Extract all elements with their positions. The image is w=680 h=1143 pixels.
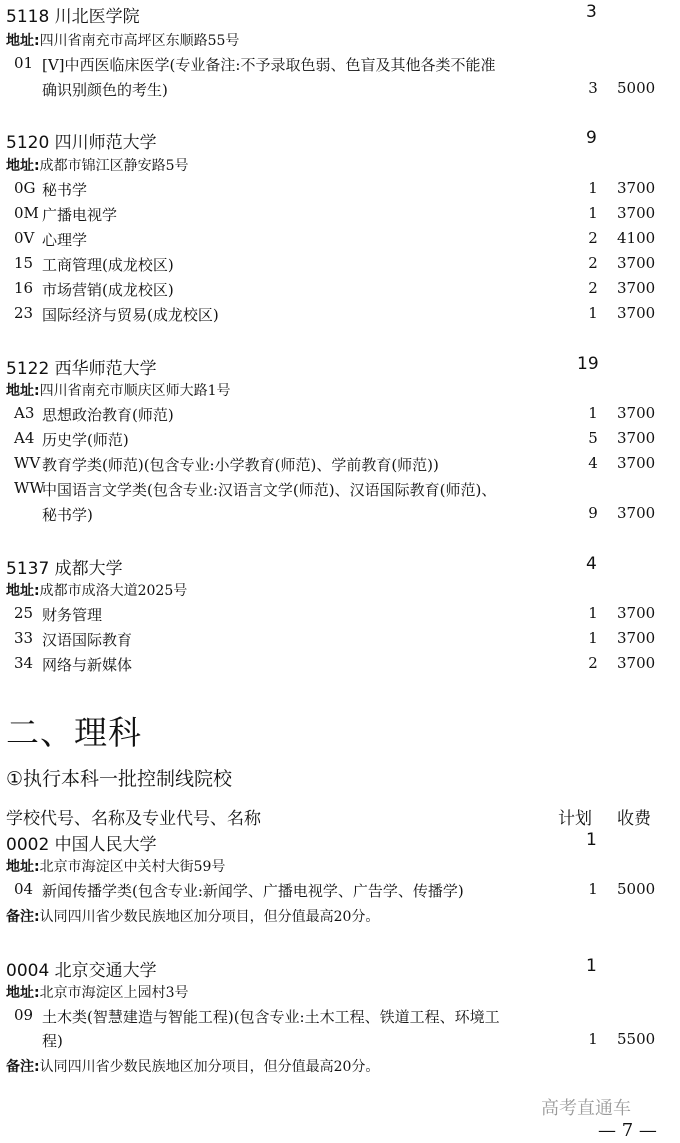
major-name: 思想政治教育(师范): [42, 406, 174, 424]
major-fee: 3700: [617, 404, 656, 422]
page-number: — 7 —: [598, 1120, 657, 1141]
major-plan: 1: [588, 629, 598, 647]
major-name: 历史学(师范): [42, 431, 129, 449]
major-code: 0M: [14, 204, 39, 222]
major-fee: 3700: [617, 454, 656, 472]
major-plan: 2: [588, 654, 598, 672]
table-header-fee: 收费: [617, 809, 651, 829]
school-plan-0002: 1: [586, 830, 597, 850]
school-heading-0004: 0004 北京交通大学: [6, 961, 157, 981]
school-address-5120: [6, 155, 189, 175]
table-header-left: 学校代号、名称及专业代号、名称: [6, 809, 261, 829]
major-name: [V]中西医临床医学(专业备注:不予录取色弱、色盲及其他各类不能准: [42, 56, 496, 74]
school-plan-5118: 3: [586, 2, 597, 22]
school-note-0002: [6, 906, 379, 926]
major-plan: 1: [588, 1030, 598, 1048]
major-name: 汉语国际教育: [42, 631, 133, 649]
major-fee: 3700: [617, 279, 656, 297]
major-fee: 3700: [617, 504, 656, 522]
major-name: 广播电视学: [42, 206, 118, 224]
address-text: 四川省南充市顺庆区师大路1号: [39, 383, 231, 399]
major-code: 09: [14, 1006, 34, 1024]
major-plan: 2: [588, 254, 598, 272]
major-code: A3: [14, 404, 35, 422]
major-name: 土木类(智慧建造与智能工程)(包含专业:土木工程、铁道工程、环境工: [42, 1008, 500, 1026]
address-label: 地址:: [6, 158, 40, 174]
major-fee: 3700: [617, 304, 656, 322]
note-label: 备注:: [6, 909, 40, 925]
major-code: 15: [14, 254, 34, 272]
major-name-continued: 秘书学): [42, 506, 93, 524]
major-plan: 2: [588, 229, 598, 247]
school-address-0004: [6, 982, 189, 1002]
note-text: 认同四川省少数民族地区加分项目，但分值最高20分。: [39, 1059, 380, 1075]
major-fee: 3700: [617, 629, 656, 647]
school-plan-5137: 4: [586, 554, 597, 574]
major-code: 01: [14, 54, 34, 72]
address-text: 成都市锦江区静安路5号: [39, 158, 189, 174]
major-name: 心理学: [42, 231, 88, 249]
major-fee: 3700: [617, 429, 656, 447]
major-fee: 3700: [617, 179, 656, 197]
school-heading-0002: 0002 中国人民大学: [6, 835, 157, 855]
major-fee: 3700: [617, 204, 656, 222]
address-text: 四川省南充市高坪区东顺路55号: [39, 33, 240, 49]
major-name: 中国语言文学类(包含专业:汉语言文学(师范)、汉语国际教育(师范)、: [42, 481, 497, 499]
major-name: 教育学类(师范)(包含专业:小学教育(师范)、学前教育(师范)): [42, 456, 439, 474]
address-label: 地址:: [6, 33, 40, 49]
school-note-0004: [6, 1056, 379, 1076]
school-heading-5137: 5137 成都大学: [6, 559, 123, 579]
major-plan: 1: [588, 204, 598, 222]
address-label: 地址:: [6, 383, 40, 399]
major-fee: 5000: [617, 880, 656, 898]
major-code: 0V: [14, 229, 35, 247]
major-code: 23: [14, 304, 34, 322]
major-code: 16: [14, 279, 34, 297]
school-address-5118: [6, 30, 239, 50]
major-name: 国际经济与贸易(成龙校区): [42, 306, 219, 324]
major-code: A4: [14, 429, 35, 447]
address-text: 北京市海淀区中关村大街59号: [39, 859, 226, 875]
major-plan: 1: [588, 304, 598, 322]
major-name: 新闻传播学类(包含专业:新闻学、广播电视学、广告学、传播学): [42, 882, 464, 900]
school-heading-5118: 5118 川北医学院: [6, 7, 140, 27]
major-fee: 5500: [617, 1030, 656, 1048]
note-label: 备注:: [6, 1059, 40, 1075]
address-label: 地址:: [6, 859, 40, 875]
school-heading-5122: 5122 西华师范大学: [6, 359, 157, 379]
school-plan-0004: 1: [586, 956, 597, 976]
major-plan: 1: [588, 404, 598, 422]
major-plan: 4: [588, 454, 598, 472]
major-code: WW: [14, 479, 45, 497]
major-name-continued: 程): [42, 1032, 63, 1050]
major-fee: 3700: [617, 654, 656, 672]
major-name: 秘书学: [42, 181, 88, 199]
major-plan: 1: [588, 179, 598, 197]
major-fee: 3700: [617, 604, 656, 622]
address-label: 地址:: [6, 583, 40, 599]
major-plan: 1: [588, 880, 598, 898]
major-name: 网络与新媒体: [42, 656, 133, 674]
major-name: 财务管理: [42, 606, 103, 624]
major-code: 04: [14, 880, 34, 898]
major-fee: 3700: [617, 254, 656, 272]
address-label: 地址:: [6, 985, 40, 1001]
section-title: 二、理科: [6, 713, 142, 752]
address-text: 成都市成洛大道2025号: [39, 583, 188, 599]
major-name-continued: 确识别颜色的考生): [42, 81, 168, 99]
school-plan-5120: 9: [586, 128, 597, 148]
school-address-5137: [6, 580, 187, 600]
major-plan: 1: [588, 604, 598, 622]
major-plan: 2: [588, 279, 598, 297]
major-plan: 5: [588, 429, 598, 447]
major-code: 25: [14, 604, 34, 622]
major-code: 0G: [14, 179, 36, 197]
major-fee: 5000: [617, 79, 656, 97]
table-header-plan: 计划: [558, 809, 592, 829]
school-plan-5122: 19: [577, 354, 599, 374]
school-heading-5120: 5120 四川师范大学: [6, 133, 157, 153]
major-plan: 9: [588, 504, 598, 522]
watermark: 高考直通车: [541, 1098, 631, 1119]
school-address-5122: [6, 380, 231, 400]
note-text: 认同四川省少数民族地区加分项目，但分值最高20分。: [39, 909, 380, 925]
major-code: 33: [14, 629, 34, 647]
school-address-0002: [6, 856, 225, 876]
subsection-title: ①执行本科一批控制线院校: [6, 768, 233, 790]
major-fee: 4100: [617, 229, 656, 247]
major-plan: 3: [588, 79, 598, 97]
major-code: 34: [14, 654, 34, 672]
major-code: WV: [14, 454, 41, 472]
major-name: 工商管理(成龙校区): [42, 256, 174, 274]
major-name: 市场营销(成龙校区): [42, 281, 174, 299]
address-text: 北京市海淀区上园村3号: [39, 985, 189, 1001]
